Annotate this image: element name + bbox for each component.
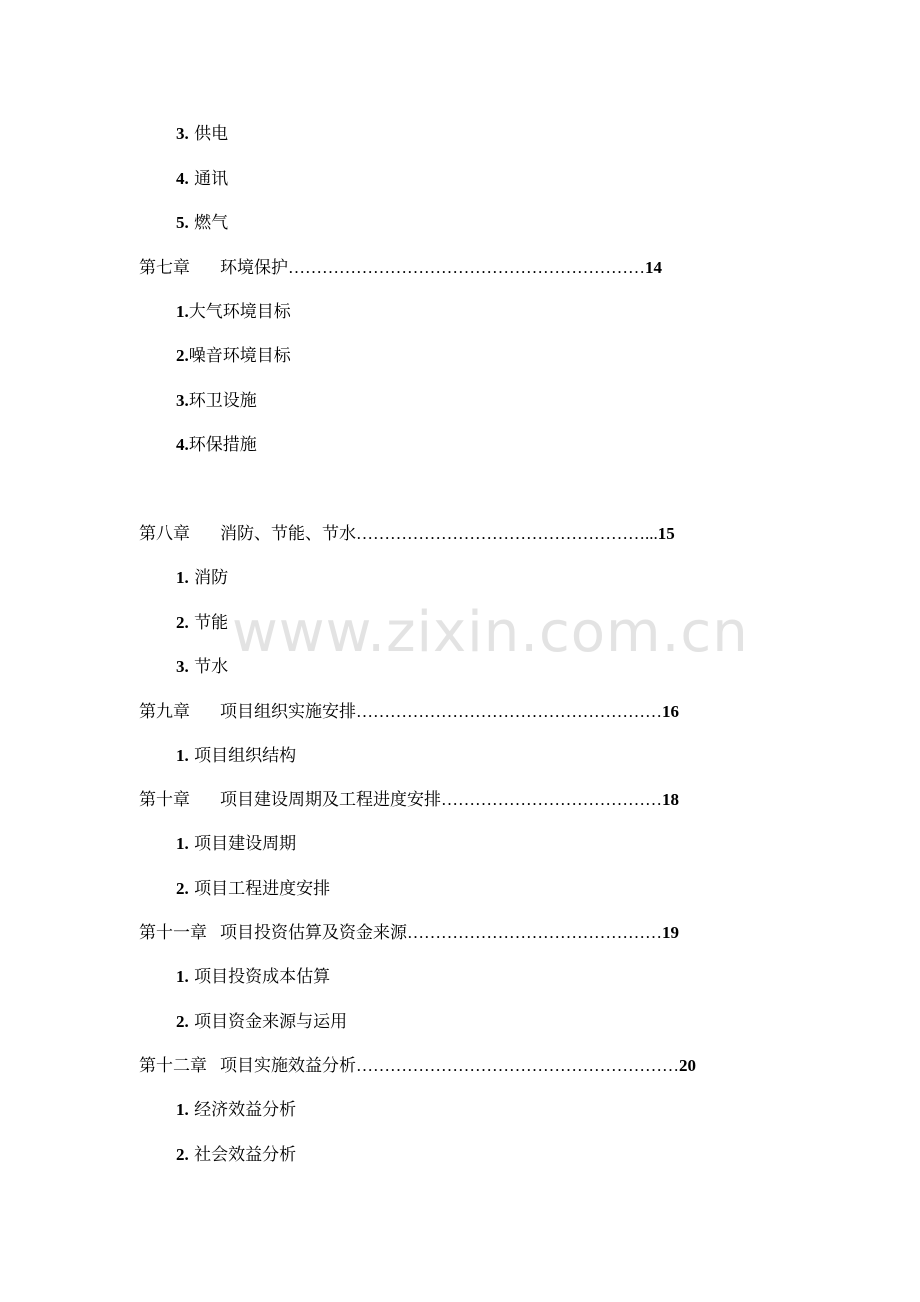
toc-sub-title: 节能 [194,613,229,633]
toc-page-number: 20 [679,1056,696,1075]
toc-sub-item [176,655,228,679]
toc-sub-number: 4. [176,169,189,188]
toc-sub-item [176,300,291,324]
toc-sub-item [176,433,257,457]
toc-leader-dots: ……………………………………………... [356,524,658,543]
toc-leader-dots: ……………………………………………… [356,702,662,721]
toc-sub-item [176,344,291,368]
toc-sub-title: 项目投资成本估算 [194,967,331,987]
toc-page-number: 16 [662,702,679,721]
toc-sub-item [176,877,330,901]
toc-chapter-entry [139,921,679,945]
toc-chapter-label: 第十章 [139,790,190,810]
toc-sub-item [176,611,228,635]
toc-page-number: 15 [657,524,675,543]
toc-sub-title: 项目建设周期 [194,834,297,854]
toc-sub-item [176,566,228,590]
toc-chapter-title: 项目组织实施安排 [220,702,356,722]
toc-sub-number: 2. [176,613,189,632]
toc-sub-number: 1. [176,746,189,765]
toc-sub-title: 消防 [194,568,229,588]
toc-sub-title: 燃气 [194,213,229,233]
toc-sub-number: 1. [176,967,189,986]
toc-chapter-entry [139,1054,696,1078]
toc-sub-title: 节水 [194,657,229,677]
toc-sub-number: 1. [176,1100,189,1119]
toc-sub-title: 供电 [194,124,229,144]
toc-sub-title: 项目组织结构 [194,746,297,766]
toc-sub-number: 1. [176,568,189,587]
toc-sub-number: 1. [176,302,189,321]
toc-sub-number: 5. [176,213,189,232]
toc-sub-item [176,1010,347,1034]
toc-leader-dots: ………………………………… [441,790,662,809]
toc-sub-number: 4. [176,435,189,454]
toc-chapter-label: 第八章 [139,524,190,544]
toc-sub-title: 噪音环境目标 [188,346,291,366]
toc-leader-dots: ………………………………………………… [356,1056,679,1075]
toc-chapter-title: 消防、节能、节水 [220,524,356,544]
toc-sub-title: 环保措施 [188,435,257,455]
toc-sub-number: 2. [176,346,189,365]
toc-sub-item [176,1143,296,1167]
toc-chapter-entry [139,256,662,280]
toc-sub-number: 3. [176,391,189,410]
toc-sub-title: 大气环境目标 [188,302,291,322]
toc-chapter-title: 环境保护 [220,258,288,278]
toc-chapter-label: 第七章 [139,258,190,278]
toc-chapter-label: 第九章 [139,702,190,722]
toc-chapter-title: 项目建设周期及工程进度安排 [220,790,441,810]
toc-sub-title: 项目工程进度安排 [194,879,331,899]
toc-sub-item [176,744,296,768]
toc-sub-item [176,1098,296,1122]
toc-sub-title: 环卫设施 [188,391,257,411]
toc-chapter-title: 项目实施效益分析 [220,1056,356,1076]
toc-sub-item [176,832,296,856]
toc-page-number: 14 [645,258,662,277]
toc-sub-title: 社会效益分析 [194,1145,297,1165]
toc-chapter-entry [139,788,679,812]
toc-sub-number: 3. [176,124,189,143]
toc-sub-number: 2. [176,1012,189,1031]
toc-sub-title: 项目资金来源与运用 [194,1012,348,1032]
toc-chapter-title: 项目投资估算及资金来源 [220,923,407,943]
toc-sub-item [176,965,330,989]
toc-sub-number: 1. [176,834,189,853]
toc-chapter-entry [139,522,675,546]
toc-chapter-label: 第十一章 [139,923,207,943]
toc-sub-number: 2. [176,879,189,898]
toc-sub-number: 3. [176,657,189,676]
toc-leader-dots: ……………………………………………………… [288,258,645,277]
toc-sub-number: 2. [176,1145,189,1164]
toc-chapter-entry [139,700,679,724]
toc-sub-item [176,389,257,413]
toc-page-number: 18 [662,790,679,809]
toc-chapter-label: 第十二章 [139,1056,207,1076]
toc-sub-item [176,167,228,191]
toc-page-number: 19 [662,923,679,942]
toc-sub-title: 通讯 [194,169,229,189]
toc-leader-dots: ……………………………………… [407,923,662,942]
toc-sub-title: 经济效益分析 [194,1100,297,1120]
toc-sub-item [176,122,228,146]
toc-sub-item [176,211,228,235]
watermark: www.zixin.com.cn [232,600,749,665]
